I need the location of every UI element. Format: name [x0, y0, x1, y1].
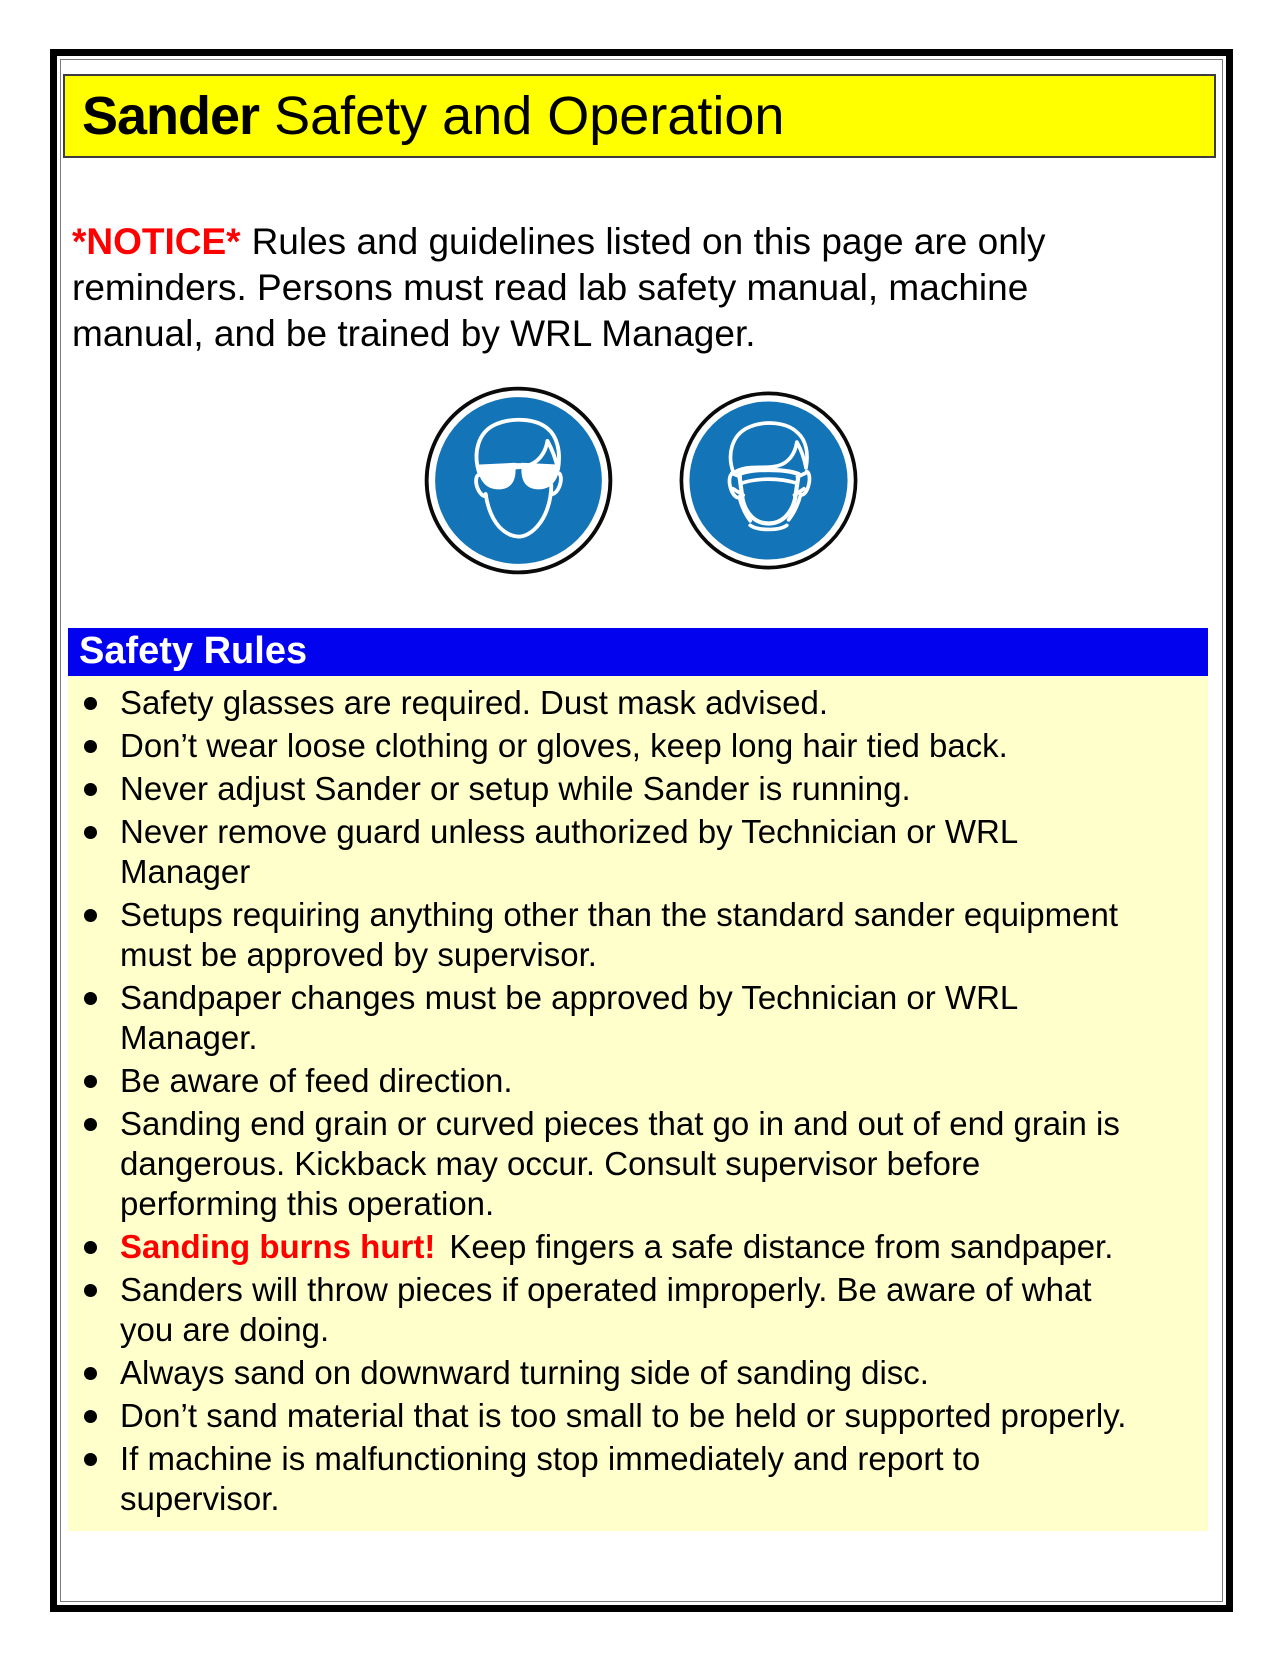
- safety-rule-item: [76, 1439, 1132, 1519]
- rule-text: Sanding end grain or curved pieces that go in and out of end grain is dangerous. Kickback may occur. Consult supervisor before performing this operation.: [120, 1105, 1120, 1222]
- rule-text: Sandpaper changes must be approved by Technician or WRL Manager.: [120, 979, 1018, 1056]
- rule-text: Never remove guard unless authorized by Technician or WRL Manager: [120, 813, 1017, 890]
- safety-rules-section: [68, 676, 1208, 1531]
- safety-rule-item: [76, 1270, 1132, 1350]
- safety-rule-item: [76, 1353, 1132, 1393]
- page-border: [50, 49, 1233, 1612]
- document-page: [60, 59, 1223, 1602]
- safety-rules-header: Safety Rules: [68, 628, 1208, 676]
- notice-label: *NOTICE*: [72, 221, 241, 262]
- rule-text: Always sand on downward turning side of sanding disc.: [120, 1354, 929, 1391]
- rule-text: Safety glasses are required. Dust mask advised.: [120, 684, 829, 721]
- rule-text: Setups requiring anything other than the standard sander equipment must be approved by supervisor.: [120, 896, 1119, 973]
- safety-rule-item: [76, 1104, 1132, 1224]
- safety-rule-item: [76, 978, 1132, 1058]
- safety-rule-item: [76, 895, 1132, 975]
- dust-mask-required-icon: [677, 389, 860, 572]
- rule-text: Be aware of feed direction.: [120, 1062, 513, 1099]
- safety-rule-item: [76, 769, 1132, 809]
- safety-rule-item: [76, 726, 1132, 766]
- safety-rule-item: [76, 1396, 1132, 1436]
- rule-text: Never adjust Sander or setup while Sander is running.: [120, 770, 911, 807]
- rule-text: Don’t sand material that is too small to be held or supported properly.: [120, 1397, 1127, 1434]
- safety-rules-list: [76, 683, 1208, 1519]
- mandatory-icons-row: [61, 382, 1220, 578]
- safety-rule-item: [76, 1061, 1132, 1101]
- safety-rule-item: [76, 683, 1132, 723]
- safety-glasses-required-icon: [422, 384, 615, 577]
- title-product: Sander: [82, 86, 260, 146]
- rule-text: Sanders will throw pieces if operated improperly. Be aware of what you are doing.: [120, 1271, 1092, 1348]
- rule-text: Don’t wear loose clothing or gloves, keep long hair tied back.: [120, 727, 1008, 764]
- rule-text: Keep fingers a safe distance from sandpaper.: [449, 1228, 1114, 1265]
- title-bar: [63, 74, 1216, 158]
- notice-body: Rules and guidelines listed on this page are only reminders. Persons must read lab safety manual, machine manual, and be trained by WRL Manager.: [72, 221, 1046, 354]
- safety-rule-item: [76, 1227, 1132, 1267]
- notice-paragraph: [72, 219, 1157, 357]
- safety-rule-item: [76, 812, 1132, 892]
- title-suffix: Safety and Operation: [274, 86, 785, 146]
- rule-text: If machine is malfunctioning stop immediately and report to supervisor.: [120, 1440, 981, 1517]
- rule-highlight: Sanding burns hurt!: [120, 1228, 436, 1265]
